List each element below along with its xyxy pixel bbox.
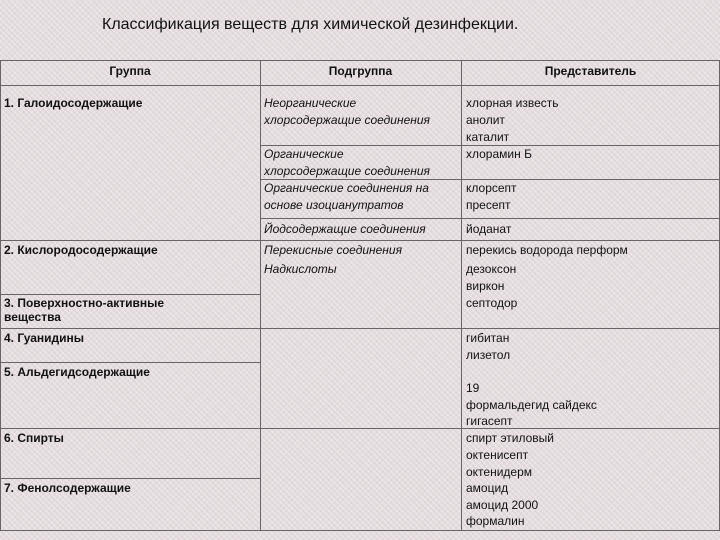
representative-cell: амоцид: [466, 481, 509, 495]
representative-cell: клорсепт: [466, 181, 517, 195]
subgroup-cell: Органические: [264, 147, 344, 161]
subgroup-cell: хлорсодержащие соединения: [264, 164, 430, 178]
representative-cell: гибитан: [466, 331, 510, 345]
subgroup-cell: Органические соединения на: [264, 181, 429, 195]
column-header-representative: Представитель: [544, 64, 637, 78]
representative-cell: перекись водорода перформ: [466, 243, 628, 257]
row-divider: [260, 218, 720, 219]
group-cell: 4. Гуанидины: [4, 331, 84, 345]
row-divider: [0, 478, 260, 479]
representative-cell: спирт этиловый: [466, 431, 555, 445]
representative-cell: хлорная известь: [466, 96, 559, 110]
representative-cell: анолит: [466, 113, 505, 127]
row-divider: [0, 328, 720, 329]
representative-cell: формалин: [466, 514, 525, 528]
subgroup-cell: основе изоцианутратов: [264, 198, 404, 212]
representative-cell: октенисепт: [466, 448, 529, 462]
representative-cell: каталит: [466, 130, 510, 144]
subgroup-cell: Йодсодержащие соединения: [264, 222, 426, 236]
page-title: Классификация веществ для химической дезинфекции.: [102, 16, 519, 33]
representative-cell: дезоксон: [466, 262, 517, 276]
representative-cell: септодор: [466, 296, 518, 310]
row-divider: [0, 362, 260, 363]
representative-cell: формальдегид сайдекс: [466, 398, 597, 412]
representative-cell: хлорамин Б: [466, 147, 532, 161]
column-divider: [461, 60, 462, 531]
representative-cell: октенидерм: [466, 465, 533, 479]
representative-cell: йоданат: [466, 222, 512, 236]
subgroup-cell: Перекисные соединения: [264, 243, 402, 257]
representative-cell: лизетол: [466, 348, 511, 362]
table-border-bottom: [0, 530, 720, 531]
column-header-subgroup: Подгруппа: [328, 64, 393, 78]
group-cell: 1. Галоидосодержащие: [4, 96, 143, 110]
column-divider: [260, 60, 261, 531]
group-cell: 2. Кислородосодержащие: [4, 243, 158, 257]
row-divider: [0, 294, 260, 295]
table-border-left: [0, 60, 1, 531]
subgroup-cell: Неорганические: [264, 96, 357, 110]
group-cell: 5. Альдегидсодержащие: [4, 365, 150, 379]
group-cell: 3. Поверхностно-активные: [4, 296, 165, 310]
subgroup-cell: Надкислоты: [264, 262, 337, 276]
table-border-top: [0, 60, 720, 61]
representative-cell: виркон: [466, 279, 505, 293]
subgroup-cell: хлорсодержащие соединения: [264, 113, 430, 127]
group-cell: вещества: [4, 310, 61, 324]
representative-cell: гигасепт: [466, 414, 513, 428]
header-divider: [0, 85, 720, 86]
row-divider: [0, 428, 720, 429]
group-cell: 6. Спирты: [4, 431, 64, 445]
representative-cell: амоцид 2000: [466, 498, 539, 512]
representative-cell: пресепт: [466, 198, 511, 212]
column-header-group: Группа: [109, 64, 151, 78]
group-cell: 7. Фенолсодержащие: [4, 481, 131, 495]
row-divider: [0, 240, 720, 241]
representative-cell: 19: [466, 381, 480, 395]
